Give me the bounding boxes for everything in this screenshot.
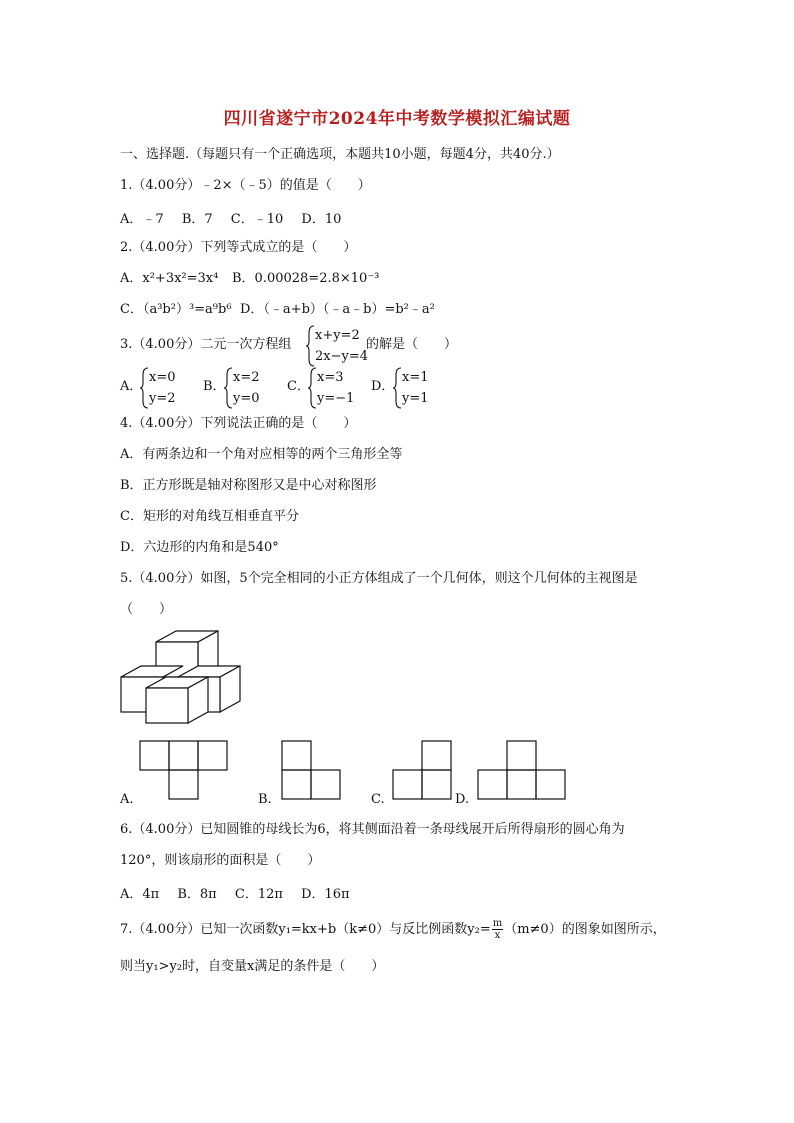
- q3-b-eq2: y=0: [233, 391, 260, 406]
- question-4-stem: 4.（4.00分）下列说法正确的是（ ）: [120, 416, 357, 431]
- q3-c-eq2: y=−1: [317, 391, 355, 406]
- q4-option-d[interactable]: D．六边形的内角和是540°: [120, 540, 279, 555]
- q7-stem-part-1: 7.（4.00分）已知一次函数y₁=kx+b（k≠0）与反比例函数y₂=: [120, 922, 491, 937]
- question-1-options: [120, 208, 355, 227]
- question-7-stem-cont: 则当y₁>y₂时，自变量x满足的条件是（ ）: [120, 959, 385, 974]
- q1-option-c[interactable]: C．﹣10: [230, 212, 284, 227]
- q5-option-a-figure[interactable]: [140, 741, 230, 801]
- q5-option-a-label[interactable]: A.: [120, 792, 134, 807]
- q3-option-a-system[interactable]: [140, 367, 190, 409]
- q5-option-b-figure[interactable]: [282, 741, 342, 801]
- q5-option-c-figure[interactable]: [393, 741, 453, 801]
- q3-equation-system: [306, 325, 369, 367]
- question-6-stem: 6.（4.00分）已知圆锥的母线长为6，将其侧面沿着一条母线展开后所得扇形的圆心角为: [120, 822, 625, 837]
- q3-option-b-system[interactable]: [224, 367, 274, 409]
- q4-option-a[interactable]: A．有两条边和一个角对应相等的两个三角形全等: [120, 447, 403, 462]
- q3-system-eq1: x+y=2: [315, 328, 360, 343]
- q6-option-d[interactable]: D．16π: [301, 887, 350, 902]
- q3-a-eq1: x=0: [149, 370, 176, 385]
- q3-b-eq1: x=2: [233, 370, 260, 385]
- q3-c-eq1: x=3: [317, 370, 344, 385]
- q1-option-d[interactable]: D．10: [301, 212, 342, 227]
- q2-option-d[interactable]: D．（﹣a+b）（﹣a﹣b）=b²﹣a²: [240, 302, 435, 317]
- q5-option-d-label[interactable]: D.: [455, 792, 470, 807]
- question-1-stem: 1.（4.00分）﹣2×（﹣5）的值是（ ）: [120, 178, 371, 193]
- question-3-stem-suffix: 的解是（ ）: [366, 337, 458, 352]
- question-6-stem-cont: 120°，则该扇形的面积是（ ）: [120, 853, 321, 868]
- q6-option-a[interactable]: A．4π: [120, 887, 160, 902]
- q7-fraction-denominator: x: [494, 930, 501, 941]
- q2-option-c[interactable]: C．（a³b²）³=a⁹b⁶: [120, 302, 232, 317]
- question-2-stem: 2.（4.00分）下列等式成立的是（ ）: [120, 240, 357, 255]
- q4-option-c[interactable]: C．矩形的对角线互相垂直平分: [120, 509, 299, 524]
- q3-d-eq1: x=1: [402, 370, 429, 385]
- q1-option-a[interactable]: A．﹣7: [120, 212, 164, 227]
- q7-stem-part-2: （m≠0）的图象如图所示，: [504, 922, 666, 937]
- q5-option-b-label[interactable]: B.: [258, 792, 272, 807]
- q3-a-eq2: y=2: [149, 391, 176, 406]
- question-6-options: [120, 883, 364, 902]
- q7-fraction-numerator: m: [492, 918, 503, 929]
- q6-option-c[interactable]: C．12π: [234, 887, 283, 902]
- q2-option-a[interactable]: A．x²+3x²=3x⁴: [120, 271, 219, 286]
- q3-d-eq2: y=1: [402, 391, 429, 406]
- q5-option-c-label[interactable]: C.: [371, 792, 385, 807]
- q3-option-d-label[interactable]: D．: [371, 379, 395, 394]
- q3-system-eq2: 2x−y=4: [315, 349, 369, 364]
- q5-option-d-figure[interactable]: [478, 741, 568, 801]
- q3-option-c-system[interactable]: [308, 367, 358, 409]
- q1-option-b[interactable]: B．7: [181, 212, 213, 227]
- q3-option-d-system[interactable]: [393, 367, 443, 409]
- q2-option-b[interactable]: B．0.00028=2.8×10⁻³: [232, 271, 380, 286]
- q4-option-b[interactable]: B．正方形既是轴对称图形又是中心对称图形: [120, 478, 377, 493]
- q3-option-a-label[interactable]: A．: [120, 379, 143, 394]
- question-7-stem: [120, 918, 666, 941]
- page-title: 四川省遂宁市2024年中考数学模拟汇编试题: [223, 109, 571, 129]
- q3-option-b-label[interactable]: B．: [203, 379, 226, 394]
- q3-option-c-label[interactable]: C．: [287, 379, 310, 394]
- question-3-stem-prefix: 3.（4.00分）二元一次方程组: [120, 337, 292, 352]
- section-heading: 一、选择题.（每题只有一个正确选项，本题共10小题，每题4分，共40分.）: [120, 147, 560, 162]
- question-5-stem-cont: （ ）: [120, 602, 173, 617]
- question-5-stem: 5.（4.00分）如图，5个完全相同的小正方体组成了一个几何体，则这个几何体的主视图是: [120, 571, 638, 586]
- q7-fraction: [492, 918, 503, 941]
- q6-option-b[interactable]: B．8π: [177, 887, 217, 902]
- cube-solid-figure: [118, 628, 238, 728]
